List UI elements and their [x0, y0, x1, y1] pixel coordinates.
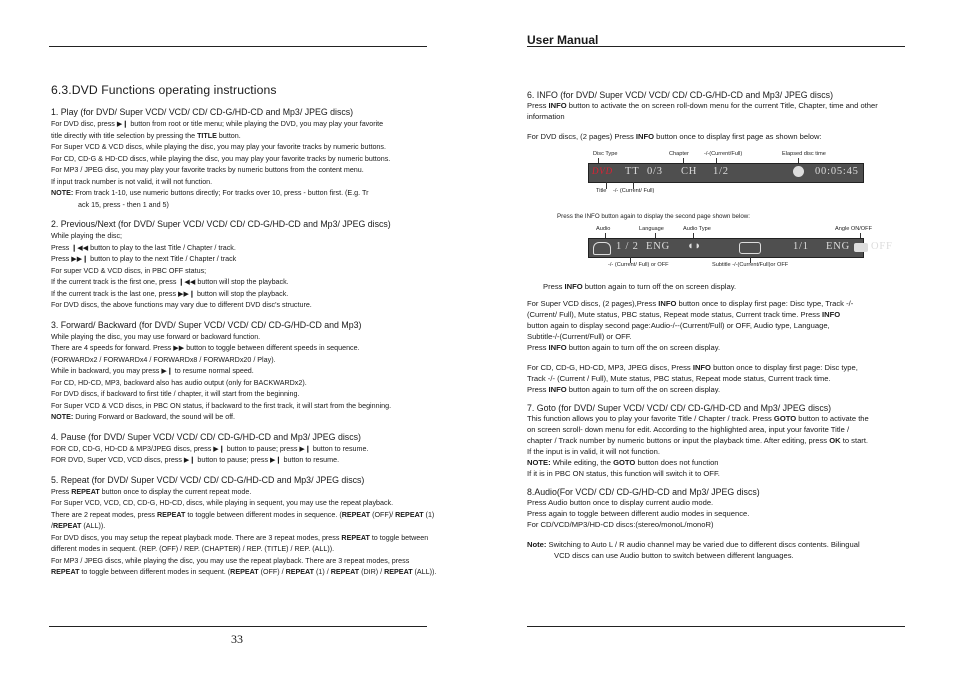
text-line: If the input is in valid, it will not function. [527, 447, 660, 456]
subtitle-icon [739, 242, 761, 254]
left-top-rule [49, 46, 427, 47]
text-line: For Super VCD & VCD discs, while playing the disc, you may play your favorite tracks by numeric buttons. [51, 143, 386, 151]
osd1-label-title-mode: -/- (Current/ Full) [613, 188, 655, 194]
text-line: chapter / Track number by numeric buttons or input the playback time. After editing, press OK to start. [527, 436, 869, 445]
osd2-label-subtitle: Subtitle -/-(Current/Full)or OFF [712, 262, 789, 268]
text-line: For Super VCD & VCD discs, in PBC ON status, if backward to the first track, it will start from the beginning. [51, 401, 392, 410]
osd1-label-title: Title [596, 188, 607, 194]
section-heading: 2. Previous/Next (for DVD/ Super VCD/ VCD/ CD/ CD-G/HD-CD and Mp3/ JPEG discs) [51, 219, 391, 229]
text-line: If the current track is the last one, press ▶▶❙ button will stop the playback. [51, 289, 289, 298]
text-line: For DVD discs, if backward to first title / chapter, it will start from the beginning. [51, 390, 300, 398]
second-page-note: Press the INFO button again to display the second page shown below: [557, 213, 750, 220]
text-line: If input track number is not valid, it will not function. [51, 177, 213, 186]
dolby-icon: ◖◗ [687, 240, 702, 252]
text-line: NOTE: During Forward or Backward, the sound will be off. [51, 413, 236, 421]
text-line: REPEAT to toggle between different modes in sequent. (REPEAT (OFF) / REPEAT (1) / REPEAT (DIR) / REPEAT (ALL)). [51, 568, 437, 576]
osd1-ch-value: 1/2 [713, 166, 729, 177]
section-heading: 7. Goto (for DVD/ Super VCD/ VCD/ CD/ CD-G/HD-CD and Mp3/ JPEG discs) [527, 403, 832, 413]
osd1-tt: TT [625, 166, 640, 177]
osd2-sub-lang: ENG [826, 241, 850, 252]
page-number: 33 [231, 632, 243, 646]
text-line: For DVD discs, (2 pages) Press INFO button once to display first page as shown below: [527, 132, 822, 141]
text-line: FOR DVD, Super VCD, VCD discs, press ▶❙ button to pause; press ▶❙ button to resume. [51, 456, 340, 464]
text-line: If it is in PBC ON status, this function will switch it to OFF. [527, 469, 720, 478]
text-line: NOTE: While editing, the GOTO button does not function [527, 458, 719, 467]
info-cd [527, 362, 917, 395]
text-line: For super VCD & VCD discs, in PBC OFF status; [51, 266, 207, 275]
osd2-angle-value: OFF [871, 241, 893, 252]
section-heading: 5. Repeat (for DVD/ Super VCD/ VCD/ CD/ CD-G/HD-CD and Mp3/ JPEG discs) [51, 474, 365, 485]
text-line: Subtitle-/-(Current/Full) or OFF. [527, 332, 632, 341]
goto-section [527, 396, 917, 479]
text-line: For Super VCD, VCD, CD, CD-G, HD-CD, discs, while playing in sequent, you may use the repeat playback. [51, 499, 394, 507]
text-line: There are 4 speeds for forward. Press ▶▶ button to toggle between different speeds in sequence. [51, 344, 360, 352]
text-line: Note: Switching to Auto L / R audio channel may be varied due to different discs contents. Bilingual [527, 540, 860, 549]
section-5 [51, 475, 441, 579]
text-line: on screen scroll- down menu for edit. According to the highlighted area, input your favorite Title / [527, 425, 850, 434]
audio-section [527, 480, 917, 561]
text-line: Press INFO button again to turn off the on screen display. [527, 343, 721, 352]
text-line: button again to display second page:Audio-/--(Current/Full) or OFF, Audio type, Language, [527, 321, 830, 330]
text-line: If the current track is the first one, press ❙◀◀ button will stop the playback. [51, 278, 289, 286]
osd2-label-angle: Angle ON/OFF [835, 226, 872, 232]
osd1-ch: CH [681, 166, 698, 177]
text-line: For CD, CD-G & HD-CD discs, while playing the disc, you may play your favorite tracks by numeric buttons. [51, 154, 391, 163]
osd1-disc: DVD [592, 166, 613, 176]
section-heading: 4. Pause (for DVD/ Super VCD/ VCD/ CD/ CD-G/HD-CD and Mp3/ JPEG discs) [51, 431, 361, 442]
text-line: For DVD discs, the above functions may vary due to different DVD disc's structure. [51, 301, 312, 309]
text-line: different modes in sequent. (REP. (OFF) / REP. (CHAPTER) / REP. (TITLE) / REP. (ALL)). [51, 545, 335, 553]
osd2-sub-value: 1/1 [793, 241, 809, 252]
osd1-label-disc-type: Disc Type [593, 151, 618, 157]
text-line: /REPEAT (ALL)). [51, 522, 106, 530]
osd2-label-audio-type: Audio Type [683, 226, 711, 232]
osd1-tt-value: 0/3 [647, 166, 663, 177]
section-heading: 1. Play (for DVD/ Super VCD/ VCD/ CD/ CD-G/HD-CD and Mp3/ JPEG discs) [51, 107, 354, 117]
text-line: NOTE: From track 1-10, use numeric buttons directly; For tracks over 10, press - button first. (E.g. Tr [51, 189, 369, 197]
text-line: For CD/VCD/MP3/HD-CD discs:(stereo/monoL/monoR) [527, 520, 714, 529]
text-line: Press REPEAT button once to display the current repeat mode. [51, 487, 252, 496]
camera-icon [854, 243, 868, 252]
text-line: VCD discs can use Audio button to switch between different languages. [554, 551, 794, 560]
info-continued [543, 281, 933, 292]
info-section [527, 83, 917, 142]
section-heading: 6. INFO (for DVD/ Super VCD/ VCD/ CD/ CD-G/HD-CD and Mp3/ JPEG discs) [527, 90, 833, 100]
osd1-label-elapsed: Elapsed disc time [782, 151, 826, 157]
osd2-label-audio: Audio [596, 226, 611, 232]
header-title: User Manual [527, 33, 599, 47]
section-heading: 8.Audio(For VCD/ CD/ CD-G/HD-CD and Mp3/ JPEG discs) [527, 487, 760, 497]
text-line: While playing the disc, you may use forward or backward function. [51, 332, 261, 341]
text-line: FOR CD, CD-G, HD-CD & MP3/JPEG discs, press ▶❙ button to pause; press ▶❙ button to resume. [51, 444, 369, 453]
clock-icon [793, 166, 804, 177]
text-line: Press Audio button once to display current audio mode. [527, 498, 714, 507]
osd2-audio-value: 1 / 2 [616, 241, 639, 252]
left-bottom-rule [49, 626, 427, 627]
left-column [51, 83, 441, 587]
osd-page-2 [588, 238, 893, 258]
text-line: information [527, 112, 565, 121]
text-line: While in backward, you may press ▶❙ to resume normal speed. [51, 367, 254, 375]
section-1 [51, 107, 441, 211]
osd2-label-audio-mode: -/- (Current/ Full) or OFF [608, 262, 669, 268]
text-line: Press INFO button again to turn off the on screen display. [527, 385, 721, 394]
section-4 [51, 432, 441, 467]
osd1-time: 00:05:45 [815, 166, 859, 177]
headphone-icon [593, 242, 611, 255]
page-title: 6.3.DVD Functions operating instructions [51, 83, 277, 97]
section-2 [51, 219, 441, 312]
text-line: ack 15, press - then 1 and 5) [78, 200, 169, 209]
text-line: For CD, HD-CD, MP3, backward also has audio output (only for BACKWARDx2). [51, 378, 307, 387]
osd1-label-chapter: Chapter [669, 151, 689, 157]
section-heading: 3. Forward/ Backward (for DVD/ Super VCD/ VCD/ CD/ CD-G/HD-CD and Mp3) [51, 319, 362, 330]
section-3 [51, 320, 441, 424]
text-line: (FORWARDx2 / FORWARDx4 / FORWARDx8 / FORWARDx20 / Play). [51, 355, 276, 364]
osd2-lang-value: ENG [646, 241, 670, 252]
text-line: title directly with title selection by pressing the TITLE button. [51, 131, 241, 140]
text-line: For CD, CD-G, HD-CD, MP3, JPEG discs, Press INFO button once to display first page: Disc type, [527, 363, 858, 372]
osd1-label-chapter-mode: -/-(Current/Full) [704, 151, 743, 157]
text-line: Press INFO button again to turn off the on screen display. [543, 282, 737, 291]
text-line: For DVD discs, you may setup the repeat playback mode. There are 3 repeat modes, press REPEAT to toggle between [51, 533, 429, 542]
text-line: For DVD disc, press ▶❙ button from root or title menu; while playing the DVD, you may play your favorite [51, 120, 384, 128]
right-bottom-rule [527, 626, 905, 627]
text-line: For MP3 / JPEG discs, while playing the disc, you may use the repeat playback. There are 3 repeat modes, press [51, 556, 410, 565]
text-line: Press ▶▶❙ button to play to the next Title / Chapter / track [51, 255, 237, 263]
info-svcd [527, 298, 917, 353]
osd-page-1 [588, 163, 864, 183]
text-line: (Current/ Full), Mute status, PBC status, Repeat mode status, Current track time. Press INFO [527, 310, 841, 319]
osd2-label-language: Language [639, 226, 664, 232]
text-line: Press again to toggle between different audio modes in sequence. [527, 509, 750, 518]
text-line: For Super VCD discs, (2 pages),Press INFO button once to display first page: Disc type, Track -/- [527, 299, 854, 308]
text-line: Track -/- (Current / Full), Mute status, PBC status, Repeat mode status, Current track time. [527, 374, 831, 383]
text-line: Press INFO button to activate the on screen roll-down menu for the current Title, Chapter, time and other [527, 101, 878, 110]
text-line: While playing the disc; [51, 232, 123, 240]
text-line: Press ❙◀◀ button to play to the last Title / Chapter / track. [51, 243, 236, 252]
text-line: This function allows you to play your favorite Title / Chapter / track. Press GOTO button to activate the [527, 414, 869, 423]
text-line: There are 2 repeat modes, press REPEAT to toggle between different modes in sequence. (REPEAT (OFF)/ REPEAT (1) [51, 510, 435, 519]
text-line: For MP3 / JPEG disc, you may play your favorite tracks by numeric buttons from the content menu. [51, 166, 364, 174]
